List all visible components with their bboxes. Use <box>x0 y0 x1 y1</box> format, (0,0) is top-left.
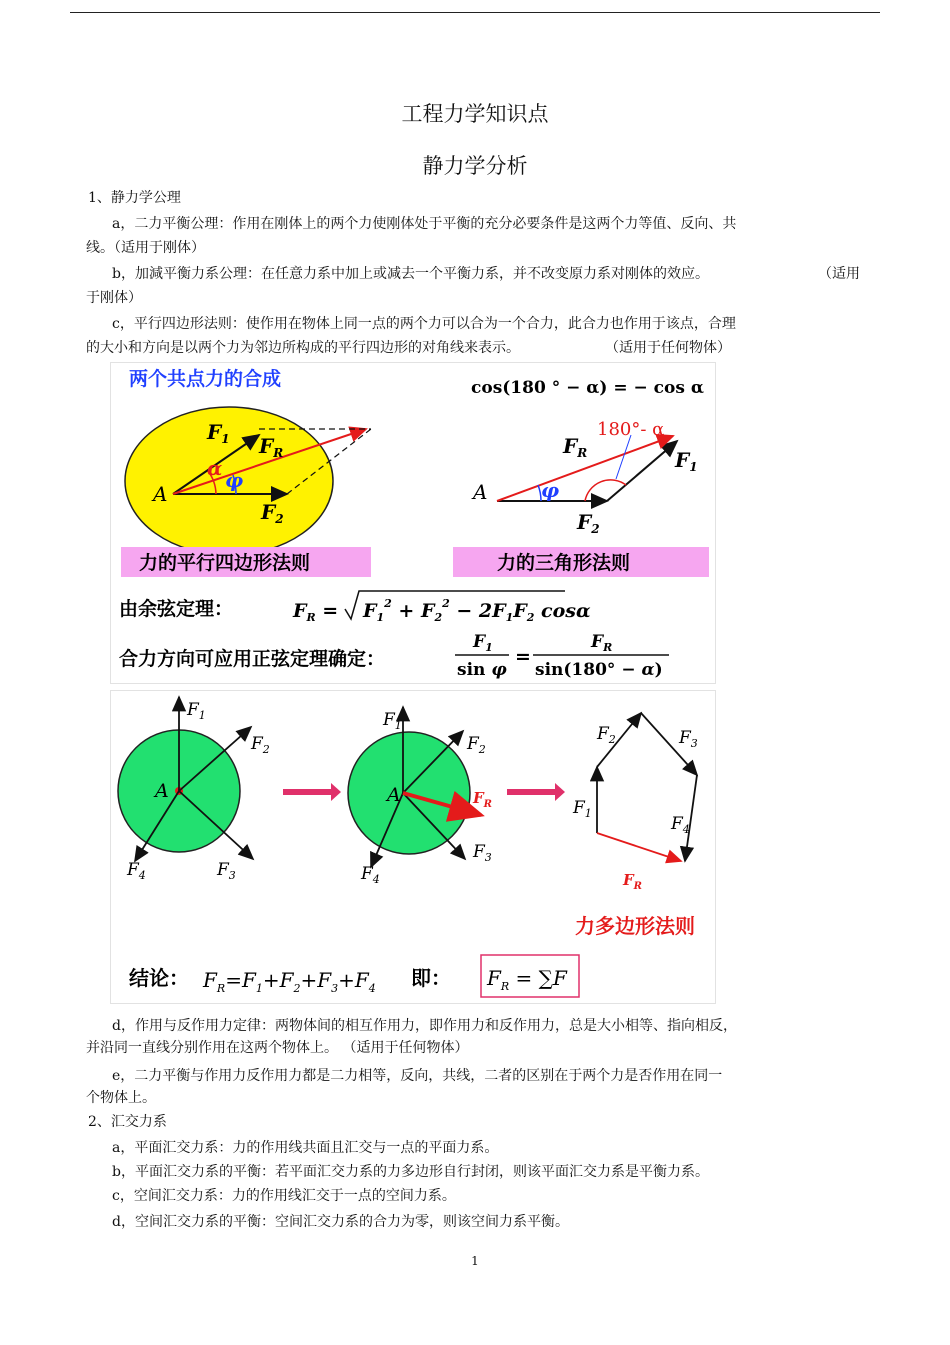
concurrent-c: c，空间汇交力系：力的作用线汇交于一点的空间力系。 <box>112 1188 456 1204</box>
page-number: 1 <box>471 1254 479 1268</box>
sine-law-prefix: 合力方向可应用正弦定理确定： <box>119 648 386 670</box>
axiom-c-line1: c，平行四边形法则：使作用在物体上同一点的两个力可以合为一个合力，此合力也作用于该点，合理 <box>112 316 736 332</box>
svg-text:FR: $F_R$ <box>563 434 588 460</box>
parallelogram-figure <box>110 362 716 684</box>
axiom-b-line1: b，加減平衡力系公理：在任意力系中加上或减去一个平衡力系，并不改变原力系对刚体的效应。 <box>112 266 709 282</box>
parallelogram-rule-label: 力的平行四边形法则 <box>139 552 311 574</box>
axiom-a-line1: a，二力平衡公理：作用在刚体上的两个力使刚体处于平衡的充分必要条件是这两个力等值、反向、共 <box>112 216 737 232</box>
svg-text:FR=F1+F2+F3+F4: $F_R=F_1+F_2+F_3+F_4$ <box>203 968 376 995</box>
force-polygon-figure <box>110 690 716 1004</box>
svg-text:F1: $F_1$ <box>473 632 493 654</box>
heading-axioms: 1、静力学公理 <box>88 190 181 206</box>
svg-text:sin(180° − α): sin(180° − α) <box>535 660 663 680</box>
concurrent-a: a，平面汇交力系：力的作用线共面且汇交与一点的平面力系。 <box>112 1140 499 1156</box>
svg-text:FR: $F_R$ <box>591 632 613 654</box>
svg-text:FR =: $F_R$ = <box>293 600 339 624</box>
figure-heading: 两个共点力的合成 <box>129 368 282 390</box>
svg-text:A: A <box>153 482 168 506</box>
svg-text:F1: $F_1$ <box>383 710 402 732</box>
svg-text:F1: $F_1$ <box>207 420 230 446</box>
section-title: 静力学分析 <box>422 154 528 178</box>
law-d-line2: 并沿同一直线分别作用在这两个物体上。 （适用于任何物体） <box>86 1040 469 1056</box>
svg-text:FR = ∑F: $F_R = \sum F$ <box>487 966 567 993</box>
svg-text:F2: $F_2$ <box>467 734 486 756</box>
svg-text:F12 + F22 − 2F1F2 cosα: $F_1^2 + F_2^2 - 2F_1F_2$ cosα <box>363 597 591 624</box>
svg-text:F1: $F_1$ <box>573 798 592 820</box>
svg-text:FR: $F_R$ <box>259 434 284 460</box>
triangle-rule-label: 力的三角形法则 <box>497 552 631 574</box>
svg-text:A: A <box>155 780 169 802</box>
axiom-c-tail: （适用于任何物体） <box>605 340 731 356</box>
svg-text:φ: φ <box>225 468 244 492</box>
axiom-c-line2: 的大小和方向是以两个力为邻边所构成的平行四边形的对角线来表示。 <box>86 340 520 356</box>
svg-text:F3: $F_3$ <box>217 860 236 882</box>
law-d-line1: d，作用与反作用力定律：两物体间的相互作用力，即作用力和反作用力，总是大小相等、指向相反， <box>112 1018 737 1034</box>
cosine-identity: cos(180 ° − α) = − cos α <box>471 378 704 398</box>
law-e-line1: e，二力平衡与作用力反作用力都是二力相等，反向，共线，二者的区别在于两个力是否作用在同一 <box>112 1068 723 1084</box>
axiom-a-line2: 线。（适用于刚体） <box>86 240 205 256</box>
svg-text:sin φ: sin φ <box>457 660 507 680</box>
svg-text:FR: $F_R$ <box>473 789 492 810</box>
document-title: 工程力学知识点 <box>401 102 549 126</box>
concurrent-d: d，空间汇交力系的平衡：空间汇交力系的合力为零，则该空间力系平衡。 <box>112 1214 569 1230</box>
svg-text:F2: $F_2$ <box>251 734 270 756</box>
cosine-law-prefix: 由余弦定理： <box>119 598 234 620</box>
svg-text:A: A <box>473 480 488 504</box>
svg-text:F4: $F_4$ <box>671 814 690 836</box>
svg-text:F1: $F_1$ <box>187 700 206 722</box>
header-rule <box>70 12 880 13</box>
svg-text:F3: $F_3$ <box>473 842 492 864</box>
svg-text:FR: $F_R$ <box>623 871 642 892</box>
axiom-b-line2: 于刚体） <box>86 290 142 306</box>
svg-text:φ: φ <box>541 478 560 502</box>
svg-text:F2: $F_2$ <box>261 500 284 526</box>
polygon-rule-title: 力多边形法则 <box>575 914 695 938</box>
svg-text:F1: $F_1$ <box>675 448 698 474</box>
ji-label: 即： <box>411 966 451 990</box>
svg-text:F2: $F_2$ <box>597 724 616 746</box>
svg-text:F2: $F_2$ <box>577 510 600 536</box>
conclusion-label: 结论： <box>129 966 189 990</box>
svg-text:α: α <box>207 456 223 480</box>
svg-text:F4: $F_4$ <box>127 860 146 882</box>
heading-concurrent: 2、汇交力系 <box>88 1114 167 1130</box>
svg-text:F4: $F_4$ <box>361 864 380 886</box>
svg-text:=: = <box>515 646 531 668</box>
svg-text:A: A <box>387 784 401 806</box>
axiom-b-tail: （适用 <box>818 266 860 282</box>
angle-label: 180°- α <box>597 419 665 440</box>
svg-text:F3: $F_3$ <box>679 728 698 750</box>
law-e-line2: 个物体上。 <box>86 1090 156 1106</box>
concurrent-b: b，平面汇交力系的平衡：若平面汇交力系的力多边形自行封闭，则该平面汇交力系是平衡力系。 <box>112 1164 709 1180</box>
